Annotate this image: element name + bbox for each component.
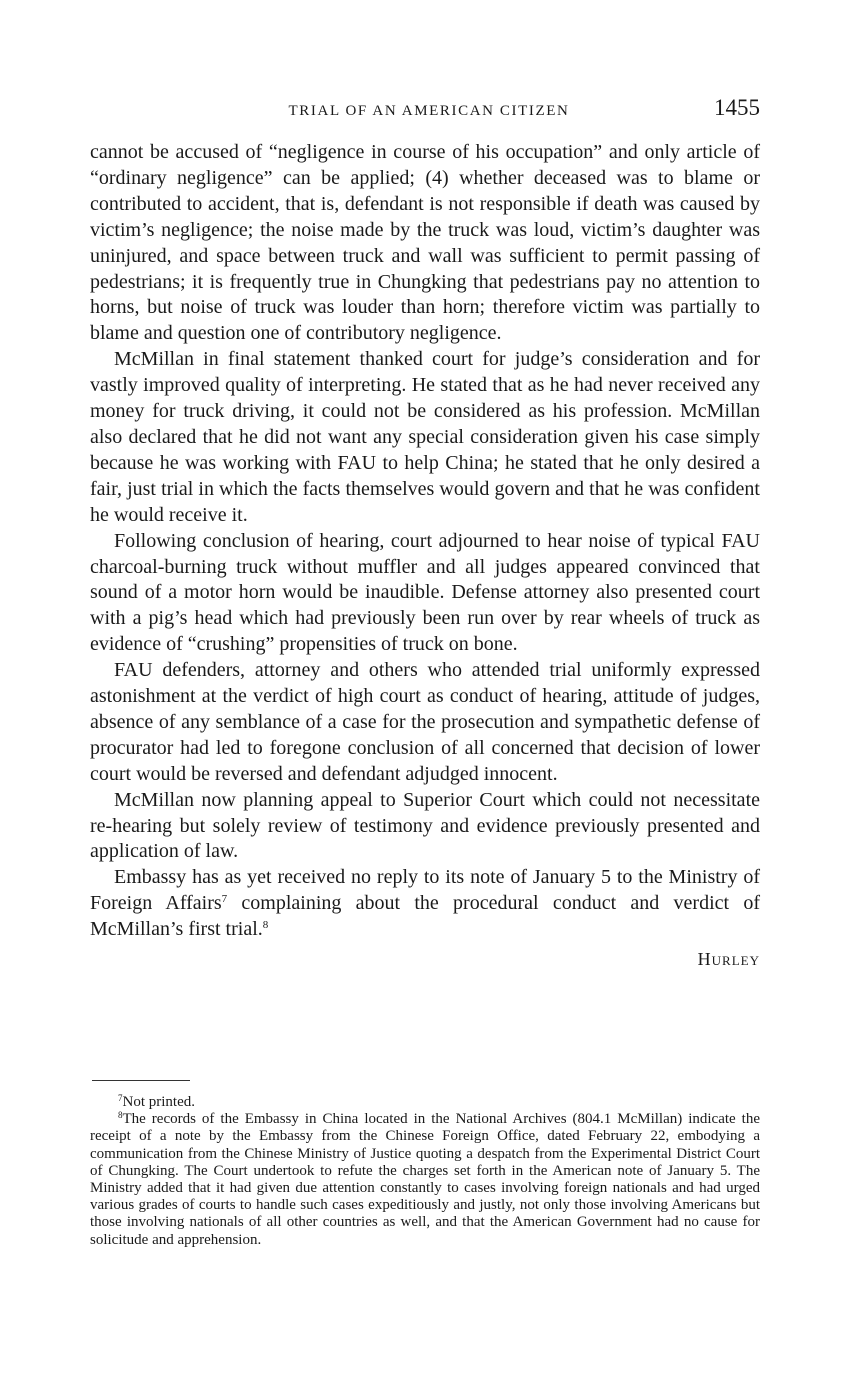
- paragraph: FAU defenders, attorney and others who attended trial uniformly expressed astonishment at the verdict of high court as conduct of hearing, attitude of judges, absence of any semblance of a case for the prosecution and sympathetic defense of procurator had led to foregone conclusion of all concerned that decision of lower court would be reversed and defendant adjudged innocent.: [90, 659, 760, 785]
- page-header: [90, 95, 760, 127]
- body-text: [90, 140, 760, 971]
- paragraph: McMillan now planning appeal to Superior Court which could not necessitate re-hearing but solely review of testimony and evidence previously presented and application of law.: [90, 788, 760, 863]
- footnote-divider: [92, 1080, 190, 1081]
- running-title: TRIAL OF AN AMERICAN CITIZEN: [288, 103, 570, 119]
- footnote-marker: 8: [118, 1110, 123, 1121]
- paragraph-text: complaining about the procedural conduct and verdict of McMillan’s first trial.: [90, 892, 760, 941]
- footnote: [90, 1094, 760, 1111]
- paragraph: McMillan in final statement thanked court for judge’s consideration and for vastly improved quality of interpreting. He stated that as he had never received any money for truck driving, it could not be considered as his profession. McMillan also declared that he did not want any special consideration given his case simply because he was working with FAU to help China; he stated that he only desired a fair, just trial in which the facts themselves would govern and that he was confident he would receive it.: [90, 348, 760, 526]
- paragraph: cannot be accused of “negligence in course of his occupation” and only article of “ordinary negligence” can be applied; (4) whether deceased was to blame or contributed to accident, that is, defendant is not responsible if death was caused by victim’s negligence; the noise made by the truck was loud, victim’s daughter was uninjured, and space between truck and wall was sufficient to permit passing of pedestrians; it is frequently true in Chungking that pedestrians pay no attention to horns, but noise of truck was louder than horn; therefore victim was partially to blame and question one of contributory negligence.: [90, 141, 760, 345]
- footnote-reference: 7: [221, 893, 228, 906]
- page-number: 1455: [714, 95, 760, 120]
- footnote-reference: 8: [262, 919, 269, 932]
- footnote-text: Not printed.: [122, 1094, 195, 1110]
- signature: Hurley: [697, 949, 760, 970]
- paragraph-last: [90, 865, 760, 943]
- paragraph: Following conclusion of hearing, court adjourned to hear noise of typical FAU charcoal-burning truck without muffler and all judges appeared convinced that sound of a motor horn would be inaudible. Defense attorney also presented court with a pig’s head which had previously been run over by rear wheels of truck as evidence of “crushing” propensities of truck on bone.: [90, 529, 760, 656]
- footnote-text: The records of the Embassy in China located in the National Archives (804.1 McMillan) indicate the receipt of a note by the Embassy from the Chinese Foreign Office, dated February 22, embodying a communication from the Chinese Ministry of Justice quoting a despatch from the Experimental District Court of Chungking. The Court undertook to refute the charges set forth in the American note of January 5. The Ministry added that it had given due attention constantly to cases involving foreign nationals and had urged various grades of courts to handle such cases expeditiously and justly, not only those involving Americans but those involving nationals of all other countries as well, and that the American Government had no cause for solicitude and apprehension.: [90, 1111, 760, 1248]
- paragraph-text: Embassy has as yet received no reply to its note of January 5 to the Ministry of Foreign Affairs: [90, 866, 760, 915]
- footnote: [90, 1111, 760, 1249]
- footnotes: [90, 1094, 760, 1249]
- footnote-marker: 7: [118, 1093, 123, 1103]
